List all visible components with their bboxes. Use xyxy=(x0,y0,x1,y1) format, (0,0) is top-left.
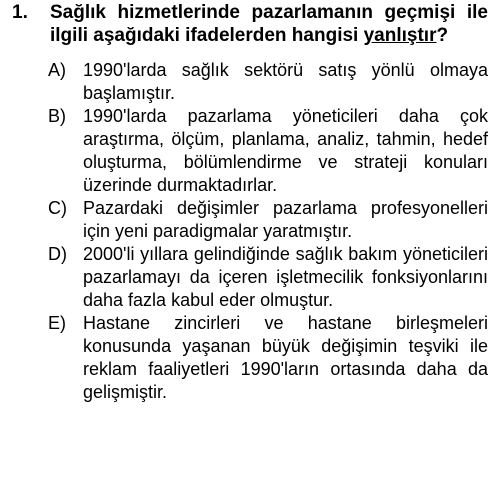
question-block xyxy=(12,0,488,404)
option-letter: D) xyxy=(48,244,67,264)
question-number: 1. xyxy=(12,2,28,23)
question-stem-end: ? xyxy=(436,25,449,46)
question-stem-text: Sağlık hizmetlerinde pazarlamanın geçmişi ile ilgili aşağıdaki ifadelerden hangisi xyxy=(50,2,488,46)
option-text: 2000'li yıllara gelindiğinde sağlık bakım yöneticileri pazarlamayı da içeren işletmecilik fonksiyonlarını daha fazla kabul eder olmuştur. xyxy=(83,244,488,310)
option-d[interactable] xyxy=(48,243,488,312)
option-e[interactable] xyxy=(48,312,488,404)
option-letter: E) xyxy=(48,313,66,333)
option-letter: C) xyxy=(48,198,67,218)
question-stem xyxy=(50,0,488,47)
option-text: Hastane zincirleri ve hastane birleşmeleri konusunda yaşanan büyük değişimin teşviki ile reklam faaliyetleri 1990'ların ortasında daha da gelişmiştir. xyxy=(83,313,488,402)
question-stem-emphasis: yanlıştır xyxy=(363,25,437,46)
option-text: 1990'larda pazarlama yöneticileri daha çok araştırma, ölçüm, planlama, analiz, tahmin, hedef oluşturma, bölümlendirme ve strateji konuları üzerinde durmaktadırlar. xyxy=(83,106,488,195)
option-b[interactable] xyxy=(48,105,488,197)
option-letter: A) xyxy=(48,60,66,80)
option-text: 1990'larda sağlık sektörü satış yönlü olmaya başlamıştır. xyxy=(83,60,488,103)
option-text: Pazardaki değişimler pazarlama profesyonelleri için yeni paradigmalar yaratmıştır. xyxy=(83,198,488,241)
option-letter: B) xyxy=(48,106,66,126)
option-c[interactable] xyxy=(48,197,488,243)
question-header xyxy=(12,0,488,47)
answer-options xyxy=(12,59,488,404)
option-a[interactable] xyxy=(48,59,488,105)
